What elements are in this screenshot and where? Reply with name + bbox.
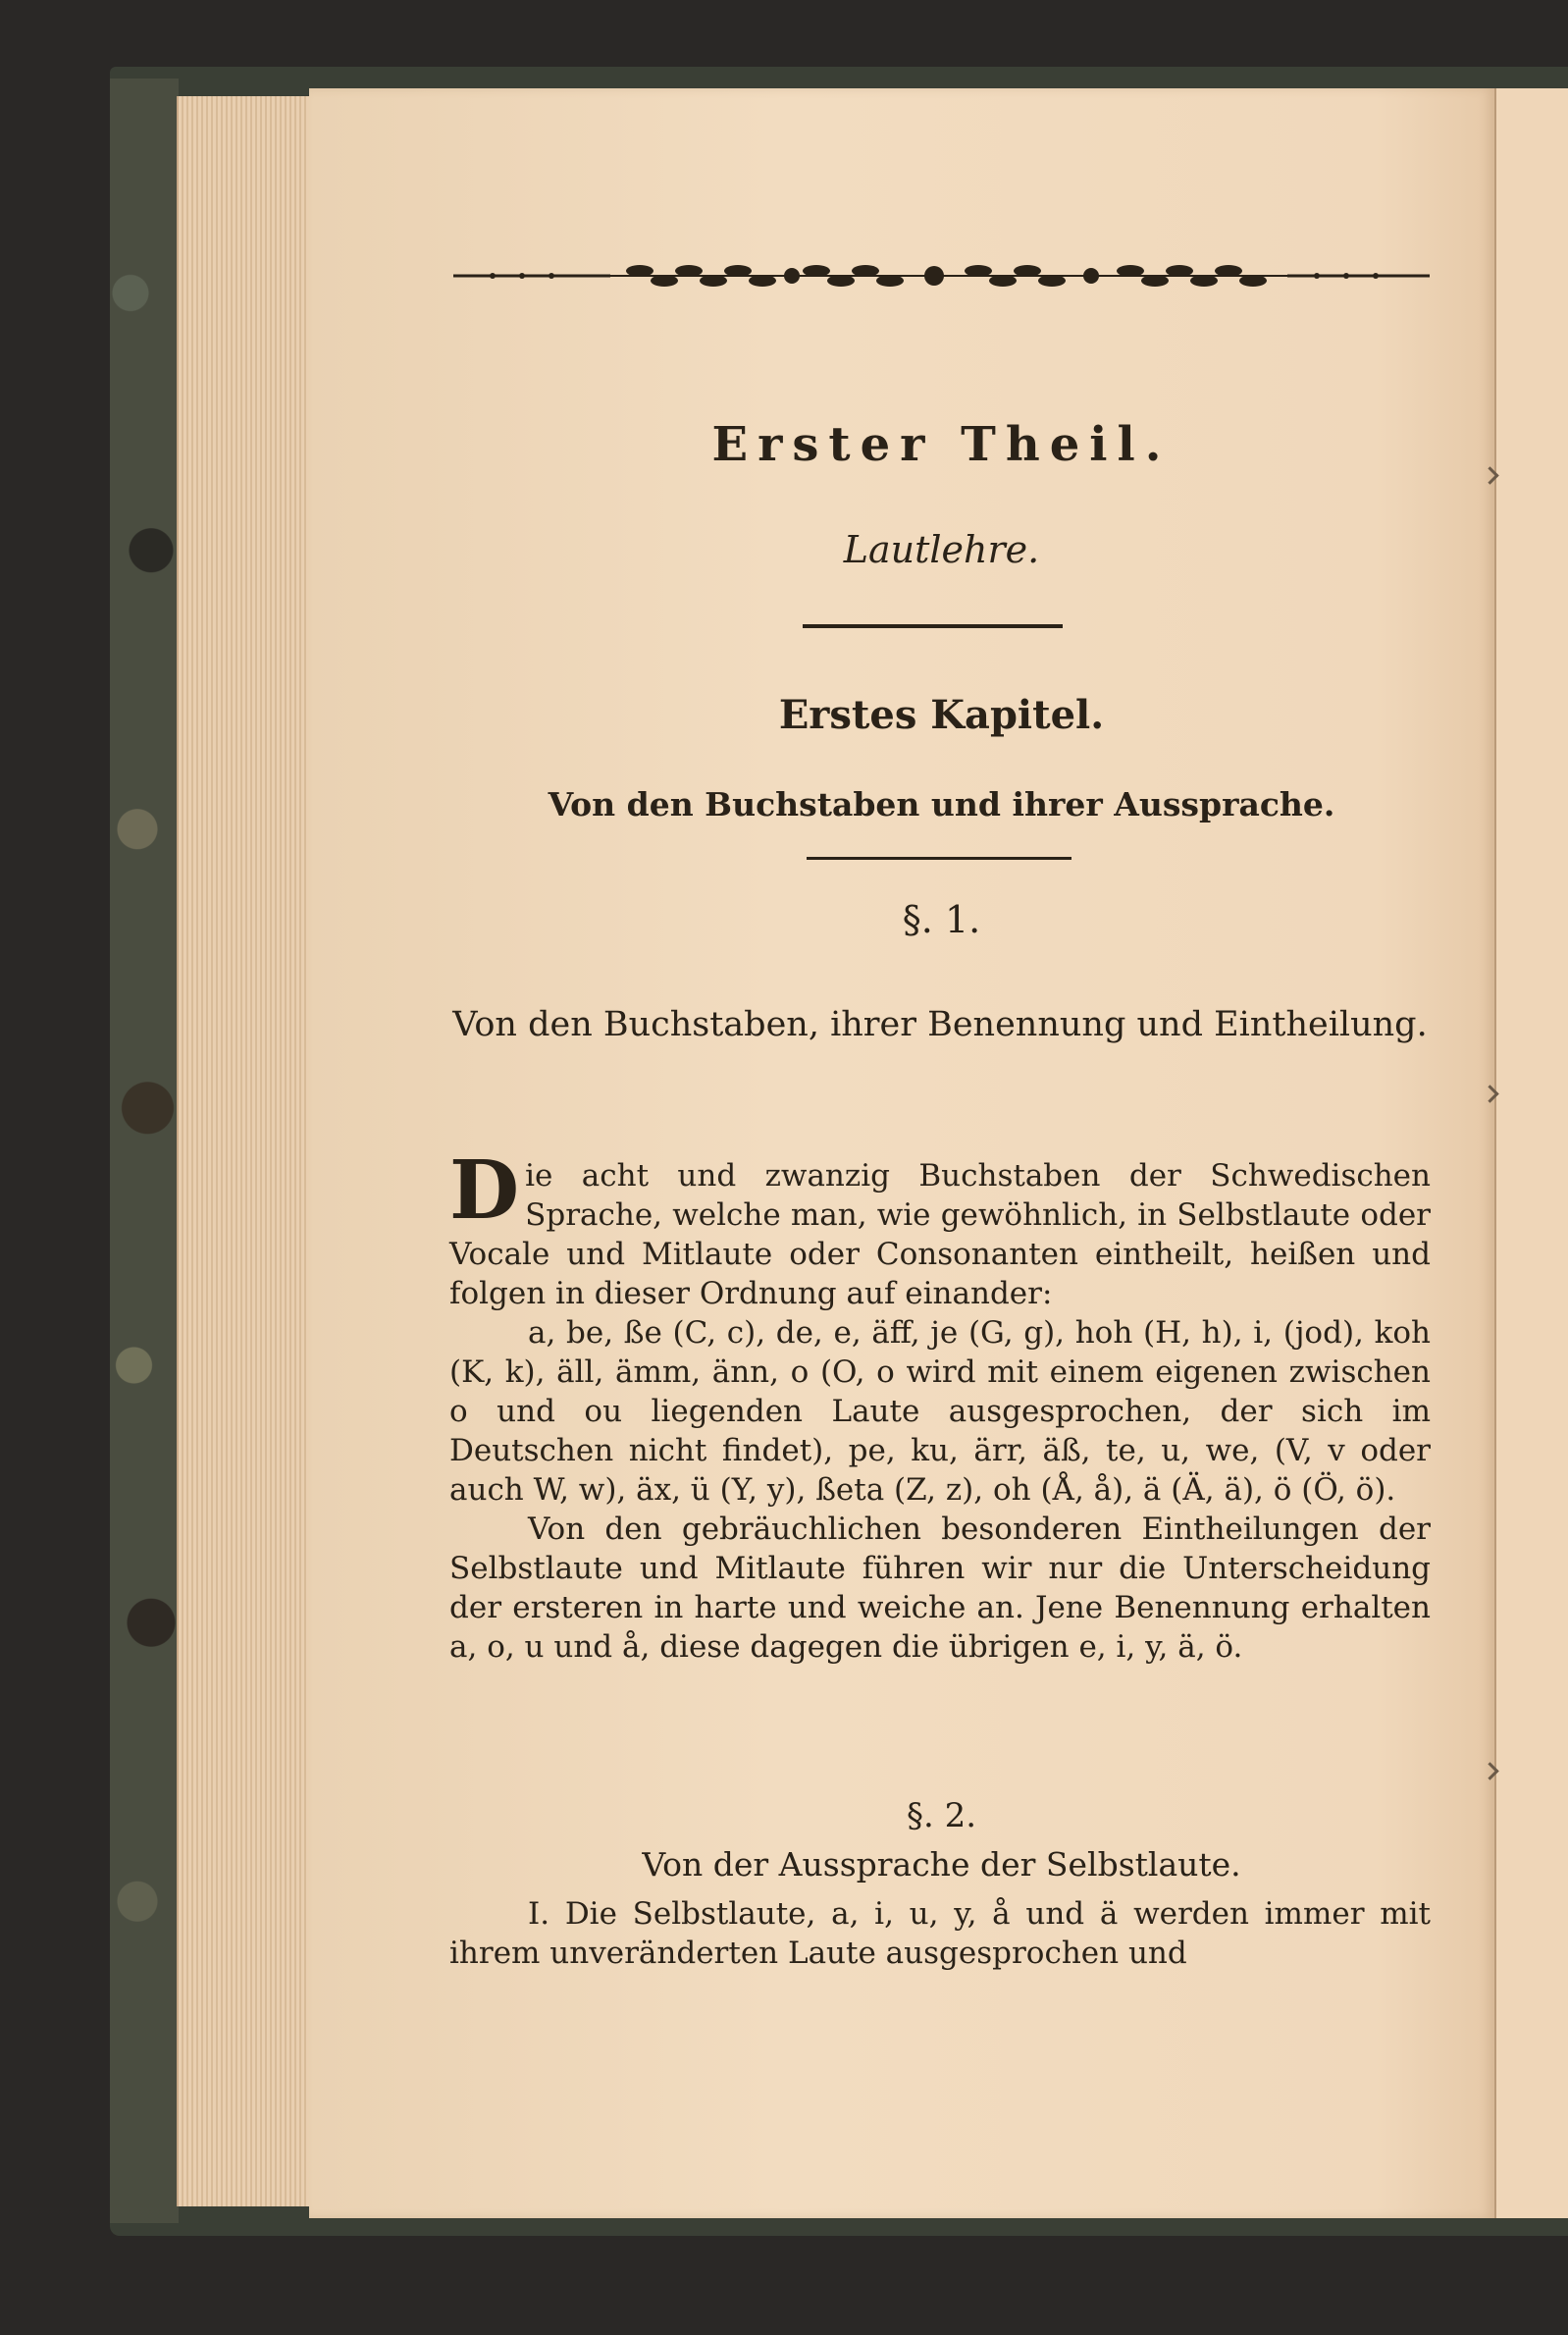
chapter-title: Erstes Kapitel.: [778, 692, 1105, 738]
part-subtitle: Lautlehre.: [843, 528, 1040, 571]
section-heading: Von den Buchstaben, ihrer Benennung und Eintheilung.: [452, 1005, 1428, 1044]
marbled-cover-edge: [110, 79, 179, 2223]
divider-rule: [803, 624, 1063, 628]
page-edges: [177, 96, 316, 2206]
section-body: [449, 1894, 1431, 1973]
paragraph: I. Die Selbstlaute, a, i, u, y, å und ä werden immer mit ihrem unveränderten Laute ausgesprochen und: [449, 1896, 1431, 1971]
decorative-vine-ornament: [453, 253, 1430, 298]
section-heading: Von der Aussprache der Selbstlaute.: [642, 1845, 1241, 1884]
part-title: Erster Theil.: [711, 417, 1172, 472]
section-body: [449, 1143, 1431, 1667]
section-number: §. 1.: [902, 898, 981, 941]
paragraph: Die acht und zwanzig Buchstaben der Schwedischen Sprache, welche man, wie gewöhnlich, in Selbstlaute oder Vocale und Mitlaute oder Consonanten eintheilt, heißen und folgen in dieser Ordnung auf einander:: [449, 1143, 1431, 1311]
paragraph: a, be, ße (C, c), de, e, äff, je (G, g), hoh (H, h), i, (jod), koh (K, k), äll, ämm, änn, o (O, o wird mit einem eigenen zwischen o und ou liegenden Laute ausgesprochen, der sich im Deutschen nicht findet), pe, ku, ärr, äß, te, u, we, (V, v oder auch W, w), äx, ü (Y, y), ßeta (Z, z), oh (Å, å), ä (Ä, ä), ö (Ö, ö).: [449, 1315, 1431, 1508]
paragraph: Von den gebräuchlichen besonderen Eintheilungen der Selbstlaute und Mitlaute führen wir nur die Unterscheidung der ersteren in harte und weiche an. Jene Benennung erhalten a, o, u und å, diese dagegen die übrigen e, i, y, ä, ö.: [449, 1512, 1431, 1665]
chapter-subtitle: Von den Buchstaben und ihrer Aussprache.: [548, 785, 1335, 823]
section-number: §. 2.: [906, 1796, 977, 1835]
facing-page-edge: [1494, 88, 1568, 2218]
drop-cap: D: [449, 1143, 520, 1238]
divider-rule: [807, 857, 1071, 860]
